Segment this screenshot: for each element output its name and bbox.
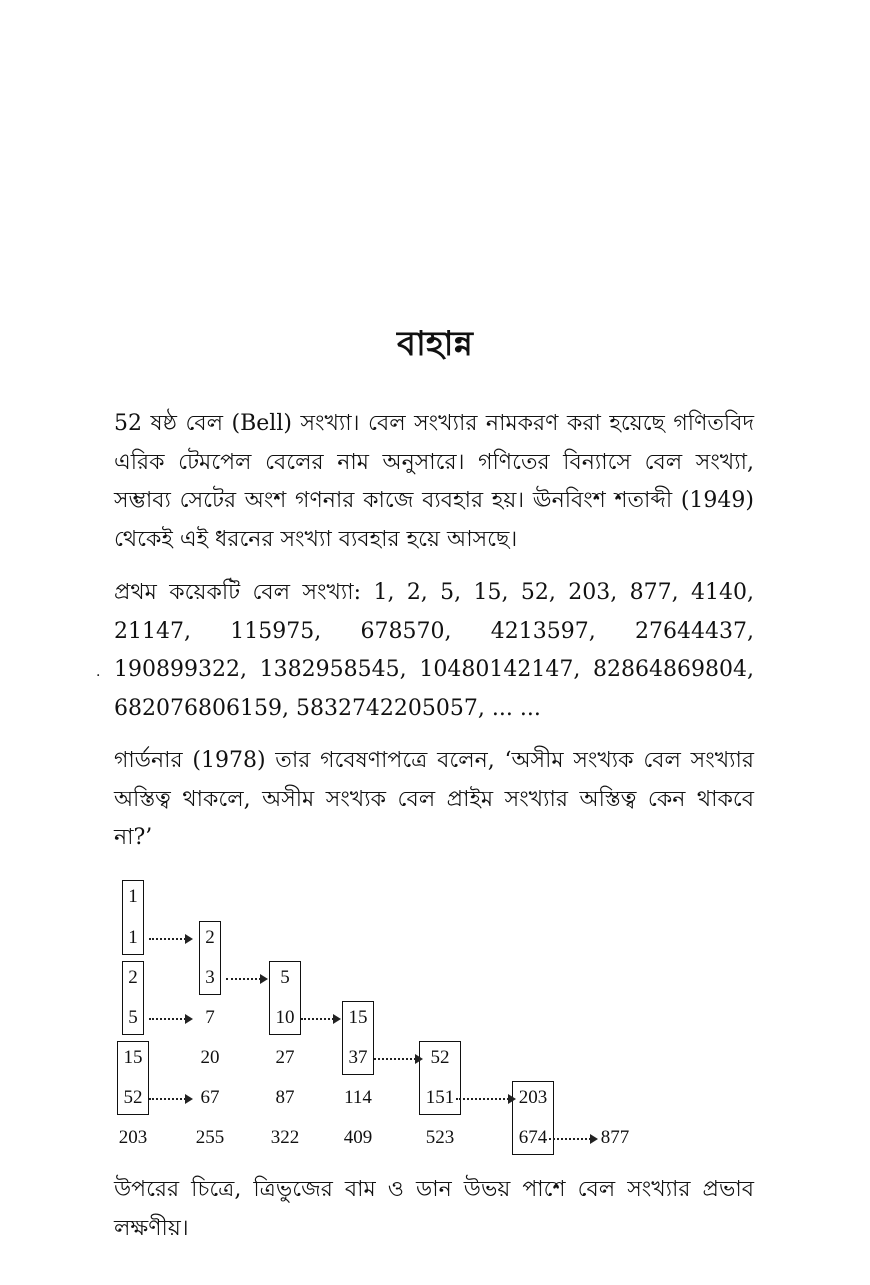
- triangle-pair-box: [512, 1081, 554, 1155]
- triangle-number: 20: [200, 1047, 220, 1068]
- triangle-pair-box: [117, 1041, 149, 1115]
- triangle-pair-box: [199, 921, 221, 995]
- triangle-number: 15: [123, 1047, 143, 1068]
- triangle-number: 27: [275, 1047, 295, 1068]
- triangle-pair-box: [122, 880, 144, 955]
- triangle-number: 3: [205, 967, 215, 988]
- triangle-number: 5: [128, 1007, 138, 1028]
- triangle-number: 409: [343, 1127, 373, 1148]
- triangle-pair-box: [419, 1041, 461, 1115]
- paragraph-bell-intro: 52 ষষ্ঠ বেল (Bell) সংখ্যা। বেল সংখ্যার নামকরণ করা হয়েছে গণিতবিদ এরিক টেমপেল বেলের নাম অনুসারে। গণিতের বিন্যাসে বেল সংখ্যা, সম্ভাব্য সেটের অংশ গণনার কাজে ব্যবহার হয়। ঊনবিংশ শতাব্দী (1949) থেকেই এই ধরনের সংখ্যা ব্যবহার হয়ে আসছে।: [114, 411, 754, 552]
- triangle-arrow: [374, 1058, 416, 1060]
- triangle-number: 151: [425, 1087, 455, 1108]
- triangle-number: 37: [348, 1047, 368, 1068]
- triangle-number: 87: [275, 1087, 295, 1108]
- triangle-arrow: [456, 1098, 509, 1100]
- triangle-arrow: [149, 1018, 186, 1020]
- triangle-number: 203: [118, 1127, 148, 1148]
- triangle-number: 7: [205, 1007, 215, 1028]
- triangle-number: 52: [430, 1047, 450, 1068]
- triangle-number: 674: [518, 1127, 548, 1148]
- triangle-number: 523: [425, 1127, 455, 1148]
- triangle-pair-box: [122, 961, 144, 1035]
- triangle-number: 203: [518, 1087, 548, 1108]
- triangle-arrow: [149, 1098, 186, 1100]
- paragraph-bell-list: প্রথম কয়েকটি বেল সংখ্যা: 1, 2, 5, 15, 52, 203, 877, 4140, 21147, 115975, 678570, 4213597, 27644437, 190899322, 1382958545, 10480142147, 82864869804, 682076806159, 5832742205057, ... ...: [114, 580, 754, 721]
- triangle-number: 877: [600, 1127, 630, 1148]
- triangle-pair-box: [269, 961, 301, 1035]
- paragraph-gardner-quote: গার্ডনার (1978) তার গবেষণাপত্রে বলেন, ‘অসীম সংখ্যক বেল সংখ্যার অস্তিত্ব থাকলে, অসীম সংখ্যক বেল প্রাইম সংখ্যার অস্তিত্ব কেন থাকবে না?’: [114, 748, 754, 850]
- triangle-number: 114: [344, 1087, 372, 1108]
- triangle-number: 52: [123, 1087, 143, 1108]
- triangle-arrow: [301, 1018, 334, 1020]
- triangle-number: 255: [195, 1127, 225, 1148]
- triangle-number: 10: [275, 1007, 295, 1028]
- triangle-arrow: [149, 938, 186, 940]
- page-title: বাহান্ন: [397, 324, 473, 364]
- triangle-pair-box: [342, 1001, 374, 1075]
- triangle-arrow: [226, 978, 261, 980]
- triangle-number: 5: [280, 967, 290, 988]
- triangle-number: 2: [128, 967, 138, 988]
- triangle-number: 15: [348, 1007, 368, 1028]
- triangle-number: 67: [200, 1087, 220, 1108]
- triangle-number: 1: [128, 927, 138, 948]
- triangle-number: 1: [128, 886, 138, 907]
- margin-dot: ·: [96, 668, 101, 684]
- paragraph-caption: উপরের চিত্রে, ত্রিভুজের বাম ও ডান উভয় পাশে বেল সংখ্যার প্রভাব লক্ষণীয়।: [114, 1177, 754, 1241]
- triangle-number: 2: [205, 927, 215, 948]
- triangle-number: 322: [270, 1127, 300, 1148]
- triangle-arrow: [549, 1138, 591, 1140]
